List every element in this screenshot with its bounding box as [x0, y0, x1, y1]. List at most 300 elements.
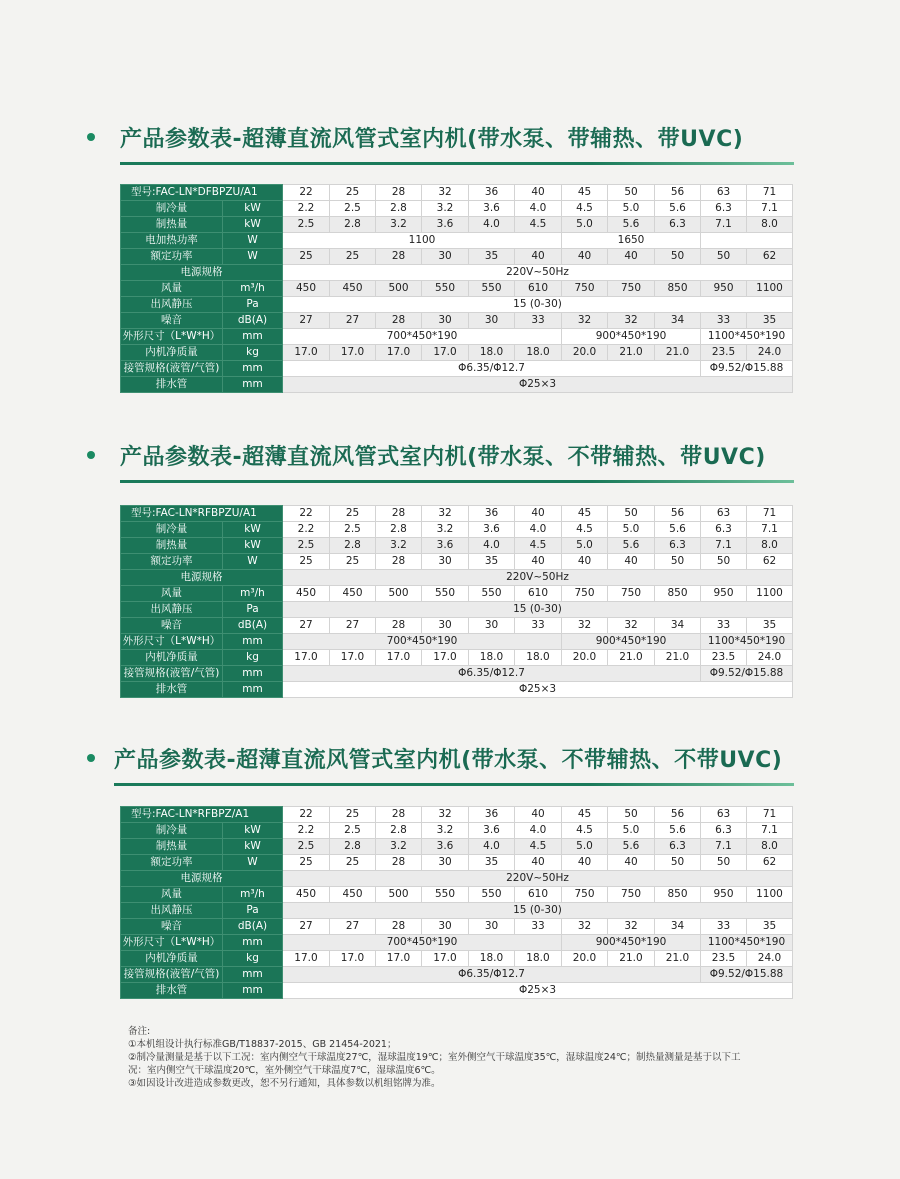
value-cell: 450 [283, 281, 330, 297]
note-line: ②制冷量测量是基于以下工况：室内侧空气干球温度27℃，湿球温度19℃；室外侧空气干球温度35℃，湿球温度24℃；制热量测量是基于以下工 [128, 1052, 741, 1063]
model-cell: 22 [283, 506, 330, 522]
value-cell: 2.5 [283, 538, 330, 554]
value-cell: 30 [469, 618, 515, 634]
model-cell: 28 [376, 807, 422, 823]
table-header-row [121, 506, 793, 522]
value-cell: 27 [283, 618, 330, 634]
row-label: 内机净质量 [121, 650, 223, 666]
section-title: 产品参数表-超薄直流风管式室内机(带水泵、不带辅热、不带UVC) [114, 748, 783, 773]
value-cell: 2.8 [376, 823, 422, 839]
value-cell: 750 [608, 887, 655, 903]
value-cell: 4.5 [515, 217, 562, 233]
value-cell: 17.0 [283, 650, 330, 666]
row-unit: m³/h [223, 586, 283, 602]
model-cell: 45 [562, 807, 608, 823]
value-cell: 18.0 [515, 650, 562, 666]
row-label: 出风静压 [121, 903, 223, 919]
table-row [121, 554, 793, 570]
value-cell: 1650 [562, 233, 701, 249]
value-cell: 220V~50Hz [283, 570, 793, 586]
row-label: 出风静压 [121, 602, 223, 618]
value-cell: 21.0 [608, 951, 655, 967]
value-cell: 6.3 [701, 201, 747, 217]
model-cell: 56 [655, 185, 701, 201]
value-cell: 4.5 [515, 538, 562, 554]
value-cell: 24.0 [747, 650, 793, 666]
row-label: 制热量 [121, 217, 223, 233]
value-cell: 5.0 [608, 823, 655, 839]
value-cell: 1100*450*190 [701, 329, 793, 345]
row-label: 外形尺寸（L*W*H） [121, 634, 223, 650]
value-cell: 3.2 [376, 839, 422, 855]
title-underline [120, 162, 794, 165]
model-cell: 32 [422, 185, 469, 201]
value-cell: 34 [655, 919, 701, 935]
value-cell: 28 [376, 313, 422, 329]
value-cell: 35 [469, 249, 515, 265]
value-cell: Φ25×3 [283, 377, 793, 393]
value-cell: 33 [701, 618, 747, 634]
value-cell: 750 [562, 281, 608, 297]
value-cell: 40 [515, 554, 562, 570]
row-label: 风量 [121, 586, 223, 602]
value-cell: 28 [376, 855, 422, 871]
bullet-icon [87, 754, 95, 762]
value-cell: 17.0 [376, 345, 422, 361]
table-row [121, 329, 793, 345]
value-cell: 25 [330, 249, 376, 265]
model-cell: 63 [701, 506, 747, 522]
note-line: ③如因设计改进造成参数更改，恕不另行通知，具体参数以机组铭牌为准。 [128, 1078, 441, 1089]
value-cell: 15 (0-30) [283, 602, 793, 618]
table-row [121, 249, 793, 265]
row-label: 噪音 [121, 618, 223, 634]
value-cell: 3.6 [469, 522, 515, 538]
value-cell: 35 [747, 313, 793, 329]
value-cell: 4.0 [469, 538, 515, 554]
value-cell: Φ9.52/Φ15.88 [701, 666, 793, 682]
value-cell: 4.0 [515, 823, 562, 839]
table-header-row [121, 185, 793, 201]
row-unit: mm [223, 935, 283, 951]
value-cell: 25 [330, 855, 376, 871]
section-title: 产品参数表-超薄直流风管式室内机(带水泵、带辅热、带UVC) [120, 127, 744, 152]
value-cell: 4.0 [469, 839, 515, 855]
row-unit: dB(A) [223, 919, 283, 935]
table-row [121, 951, 793, 967]
spec-table [120, 806, 793, 999]
value-cell: 62 [747, 855, 793, 871]
row-label: 额定功率 [121, 855, 223, 871]
value-cell: 32 [562, 313, 608, 329]
row-unit: mm [223, 983, 283, 999]
value-cell: 50 [655, 554, 701, 570]
row-label: 外形尺寸（L*W*H） [121, 329, 223, 345]
value-cell: 33 [515, 919, 562, 935]
row-unit: dB(A) [223, 313, 283, 329]
row-label: 排水管 [121, 983, 223, 999]
row-unit: dB(A) [223, 618, 283, 634]
value-cell: 4.0 [469, 217, 515, 233]
value-cell: 18.0 [515, 345, 562, 361]
value-cell: 7.1 [747, 522, 793, 538]
value-cell: 610 [515, 586, 562, 602]
row-label: 电源规格 [121, 265, 283, 281]
value-cell: 17.0 [376, 951, 422, 967]
value-cell: 17.0 [283, 951, 330, 967]
table-row [121, 682, 793, 698]
value-cell: 8.0 [747, 538, 793, 554]
table-row [121, 839, 793, 855]
value-cell: 850 [655, 887, 701, 903]
row-label: 外形尺寸（L*W*H） [121, 935, 223, 951]
value-cell: 2.5 [330, 823, 376, 839]
model-cell: 25 [330, 506, 376, 522]
table-row [121, 265, 793, 281]
value-cell: Φ25×3 [283, 682, 793, 698]
value-cell: 2.5 [330, 201, 376, 217]
value-cell: 50 [655, 249, 701, 265]
value-cell: 40 [562, 855, 608, 871]
table-row [121, 666, 793, 682]
notes [128, 1025, 741, 1090]
value-cell: 5.0 [562, 538, 608, 554]
value-cell: Φ9.52/Φ15.88 [701, 967, 793, 983]
value-cell: 4.5 [562, 823, 608, 839]
value-cell: 27 [330, 313, 376, 329]
table-row [121, 377, 793, 393]
value-cell: 18.0 [515, 951, 562, 967]
row-label: 排水管 [121, 682, 223, 698]
value-cell: 4.5 [515, 839, 562, 855]
model-cell: 71 [747, 807, 793, 823]
table-row [121, 570, 793, 586]
model-cell: 50 [608, 506, 655, 522]
value-cell: 33 [515, 313, 562, 329]
row-unit: mm [223, 329, 283, 345]
value-cell: 4.5 [562, 522, 608, 538]
value-cell: 550 [469, 281, 515, 297]
value-cell: 15 (0-30) [283, 903, 793, 919]
bullet-icon [87, 133, 95, 141]
value-cell: 550 [469, 887, 515, 903]
value-cell: 20.0 [562, 650, 608, 666]
value-cell: 3.6 [422, 839, 469, 855]
model-cell: 40 [515, 506, 562, 522]
table-row [121, 618, 793, 634]
value-cell: 21.0 [655, 951, 701, 967]
value-cell: 900*450*190 [562, 329, 701, 345]
row-label: 接管规格(液管/气管) [121, 967, 223, 983]
table-row [121, 233, 793, 249]
value-cell: 28 [376, 249, 422, 265]
row-label: 内机净质量 [121, 951, 223, 967]
row-label: 内机净质量 [121, 345, 223, 361]
table-row [121, 586, 793, 602]
value-cell: 550 [422, 586, 469, 602]
row-label: 噪音 [121, 313, 223, 329]
value-cell: 450 [330, 887, 376, 903]
value-cell: 2.5 [283, 217, 330, 233]
value-cell: 24.0 [747, 345, 793, 361]
value-cell: 850 [655, 586, 701, 602]
value-cell: 30 [422, 618, 469, 634]
row-unit: W [223, 855, 283, 871]
value-cell: 500 [376, 281, 422, 297]
table-header-row [121, 807, 793, 823]
table-row [121, 855, 793, 871]
value-cell: 1100 [283, 233, 562, 249]
model-cell: 45 [562, 506, 608, 522]
value-cell: 30 [469, 313, 515, 329]
model-cell: 25 [330, 807, 376, 823]
row-label: 电源规格 [121, 871, 283, 887]
value-cell: 450 [283, 887, 330, 903]
model-cell: 71 [747, 506, 793, 522]
value-cell: 27 [330, 618, 376, 634]
table-row [121, 538, 793, 554]
value-cell: 3.2 [422, 522, 469, 538]
row-unit: m³/h [223, 887, 283, 903]
value-cell: 3.2 [376, 538, 422, 554]
value-cell: 5.0 [608, 201, 655, 217]
row-label: 制热量 [121, 538, 223, 554]
spec-table [120, 505, 793, 698]
value-cell: 900*450*190 [562, 935, 701, 951]
notes-heading: 备注: [128, 1026, 151, 1037]
table-row [121, 823, 793, 839]
value-cell: 500 [376, 586, 422, 602]
value-cell: 28 [376, 919, 422, 935]
row-label: 额定功率 [121, 554, 223, 570]
value-cell: 500 [376, 887, 422, 903]
value-cell: 700*450*190 [283, 935, 562, 951]
value-cell: Φ6.35/Φ12.7 [283, 666, 701, 682]
table-row [121, 935, 793, 951]
value-cell: 700*450*190 [283, 634, 562, 650]
value-cell: 35 [469, 855, 515, 871]
value-cell: 17.0 [330, 650, 376, 666]
value-cell: 3.2 [376, 217, 422, 233]
value-cell: 3.6 [422, 217, 469, 233]
value-cell: 2.2 [283, 522, 330, 538]
value-cell: 40 [608, 855, 655, 871]
value-cell: 5.6 [608, 217, 655, 233]
row-unit: mm [223, 377, 283, 393]
model-cell: 40 [515, 807, 562, 823]
value-cell: 40 [562, 249, 608, 265]
row-unit: kg [223, 650, 283, 666]
value-cell: 2.8 [376, 522, 422, 538]
model-label: 型号:FAC-LN*DFBPZU/A1 [121, 185, 283, 201]
model-cell: 71 [747, 185, 793, 201]
value-cell: Φ6.35/Φ12.7 [283, 967, 701, 983]
value-cell: 750 [562, 887, 608, 903]
value-cell: 50 [701, 249, 747, 265]
model-cell: 36 [469, 185, 515, 201]
row-unit: mm [223, 361, 283, 377]
table-row [121, 201, 793, 217]
value-cell: 27 [330, 919, 376, 935]
model-cell: 63 [701, 185, 747, 201]
value-cell: 25 [330, 554, 376, 570]
row-unit: W [223, 233, 283, 249]
value-cell: 17.0 [330, 345, 376, 361]
value-cell: 25 [283, 249, 330, 265]
value-cell: 550 [422, 887, 469, 903]
value-cell: 220V~50Hz [283, 871, 793, 887]
model-cell: 32 [422, 807, 469, 823]
value-cell: 20.0 [562, 345, 608, 361]
value-cell: 33 [515, 618, 562, 634]
spec-table [120, 184, 793, 393]
value-cell: 27 [283, 313, 330, 329]
value-cell: 40 [515, 249, 562, 265]
value-cell: 550 [422, 281, 469, 297]
value-cell: 2.5 [283, 839, 330, 855]
table-row [121, 313, 793, 329]
table-row [121, 217, 793, 233]
model-cell: 25 [330, 185, 376, 201]
value-cell: 220V~50Hz [283, 265, 793, 281]
value-cell: 32 [608, 618, 655, 634]
table-row [121, 361, 793, 377]
value-cell: 5.6 [608, 538, 655, 554]
model-label: 型号:FAC-LN*RFBPZU/A1 [121, 506, 283, 522]
value-cell: 850 [655, 281, 701, 297]
value-cell: 6.3 [701, 522, 747, 538]
value-cell: 23.5 [701, 345, 747, 361]
row-unit: mm [223, 634, 283, 650]
value-cell: 7.1 [747, 823, 793, 839]
model-cell: 22 [283, 807, 330, 823]
value-cell: 62 [747, 554, 793, 570]
value-cell: 2.2 [283, 201, 330, 217]
value-cell: 30 [422, 249, 469, 265]
row-unit: kg [223, 345, 283, 361]
title-underline [120, 480, 794, 483]
value-cell: 1100 [747, 887, 793, 903]
value-cell: 5.6 [655, 522, 701, 538]
row-label: 出风静压 [121, 297, 223, 313]
row-label: 制冷量 [121, 522, 223, 538]
value-cell: 18.0 [469, 951, 515, 967]
value-cell: 15 (0-30) [283, 297, 793, 313]
value-cell: 610 [515, 281, 562, 297]
value-cell: 1100*450*190 [701, 935, 793, 951]
row-label: 制冷量 [121, 823, 223, 839]
row-label: 额定功率 [121, 249, 223, 265]
value-cell: 21.0 [608, 345, 655, 361]
value-cell: 40 [562, 554, 608, 570]
table-row [121, 871, 793, 887]
row-unit: mm [223, 967, 283, 983]
value-cell: 750 [608, 586, 655, 602]
value-cell: 8.0 [747, 217, 793, 233]
value-cell: 30 [422, 855, 469, 871]
row-unit: mm [223, 682, 283, 698]
value-cell: 25 [283, 554, 330, 570]
row-label: 接管规格(液管/气管) [121, 361, 223, 377]
value-cell: 40 [608, 554, 655, 570]
model-cell: 36 [469, 807, 515, 823]
model-cell: 45 [562, 185, 608, 201]
value-cell: 35 [469, 554, 515, 570]
note-line: ①本机组设计执行标准GB/T18837-2015、GB 21454-2021； [128, 1039, 397, 1050]
value-cell: 28 [376, 554, 422, 570]
row-unit: kW [223, 217, 283, 233]
value-cell: 950 [701, 586, 747, 602]
model-cell: 40 [515, 185, 562, 201]
value-cell: 35 [747, 618, 793, 634]
value-cell: 3.6 [422, 538, 469, 554]
value-cell: 1100*450*190 [701, 634, 793, 650]
row-unit: W [223, 249, 283, 265]
value-cell: 4.5 [562, 201, 608, 217]
value-cell: 4.0 [515, 201, 562, 217]
section-title: 产品参数表-超薄直流风管式室内机(带水泵、不带辅热、带UVC) [120, 445, 766, 470]
value-cell: 5.6 [655, 201, 701, 217]
value-cell: 23.5 [701, 951, 747, 967]
value-cell: 33 [701, 313, 747, 329]
value-cell: 30 [422, 554, 469, 570]
value-cell: 1100 [747, 586, 793, 602]
row-unit: Pa [223, 602, 283, 618]
value-cell: 50 [701, 554, 747, 570]
value-cell: 32 [608, 919, 655, 935]
value-cell: 7.1 [747, 201, 793, 217]
value-cell: 21.0 [655, 345, 701, 361]
value-cell: 2.2 [283, 823, 330, 839]
row-unit: kW [223, 201, 283, 217]
value-cell: 30 [422, 919, 469, 935]
value-cell: 34 [655, 313, 701, 329]
value-cell: 950 [701, 281, 747, 297]
table-row [121, 602, 793, 618]
value-cell: 450 [283, 586, 330, 602]
value-cell: 2.8 [330, 217, 376, 233]
value-cell: 450 [330, 281, 376, 297]
value-cell: 23.5 [701, 650, 747, 666]
row-label: 制热量 [121, 839, 223, 855]
value-cell: 3.6 [469, 201, 515, 217]
table-row [121, 903, 793, 919]
value-cell: 550 [469, 586, 515, 602]
row-unit: kg [223, 951, 283, 967]
model-label: 型号:FAC-LN*RFBPZ/A1 [121, 807, 283, 823]
value-cell: 40 [608, 249, 655, 265]
value-cell: 30 [469, 919, 515, 935]
value-cell: 17.0 [330, 951, 376, 967]
model-cell: 50 [608, 185, 655, 201]
value-cell: 28 [376, 618, 422, 634]
value-cell: 750 [608, 281, 655, 297]
value-cell: 18.0 [469, 650, 515, 666]
table-row [121, 919, 793, 935]
model-cell: 63 [701, 807, 747, 823]
value-cell: 3.2 [422, 201, 469, 217]
value-cell: 6.3 [655, 217, 701, 233]
note-line: 况：室内侧空气干球温度20℃，室外侧空气干球温度7℃，湿球温度6℃。 [128, 1065, 441, 1076]
value-cell: 32 [608, 313, 655, 329]
row-label: 接管规格(液管/气管) [121, 666, 223, 682]
model-cell: 36 [469, 506, 515, 522]
value-cell: 5.0 [608, 522, 655, 538]
value-cell: 17.0 [422, 345, 469, 361]
bullet-icon [87, 451, 95, 459]
value-cell: Φ6.35/Φ12.7 [283, 361, 701, 377]
value-cell: 750 [562, 586, 608, 602]
